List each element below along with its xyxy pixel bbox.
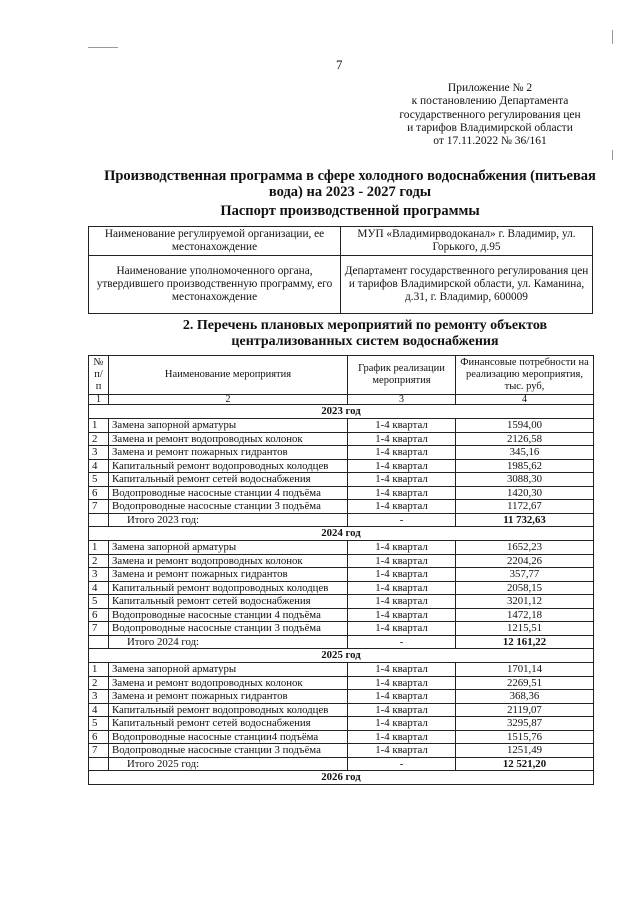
- col-number: 2: [109, 395, 348, 405]
- total-row: [89, 757, 594, 771]
- document-title: [90, 168, 610, 200]
- item-name: Замена и ремонт водопроводных колонок: [109, 676, 348, 690]
- item-value: 345,16: [456, 446, 594, 460]
- item-schedule: 1-4 квартал: [348, 608, 456, 622]
- appendix-line: государственного регулирования цен: [399, 108, 581, 121]
- passport-table: [88, 226, 593, 314]
- header-finance: Финансовые потребности на реализацию мероприятия, тыс. руб,: [456, 356, 594, 395]
- appendix-line: Приложение № 2: [447, 82, 533, 94]
- table-row: [89, 419, 594, 433]
- table-row: [89, 608, 594, 622]
- section-title-line: централизованных систем водоснабжения: [231, 334, 499, 349]
- item-number: 2: [89, 432, 109, 446]
- item-value: 1420,30: [456, 486, 594, 500]
- total-schedule: -: [348, 513, 456, 527]
- item-number: 5: [89, 717, 109, 731]
- item-number: 6: [89, 730, 109, 744]
- item-name: Капитальный ремонт водопроводных колодцев: [109, 581, 348, 595]
- item-name: Капитальный ремонт сетей водоснабжения: [109, 595, 348, 609]
- item-name: Замена запорной арматуры: [109, 419, 348, 433]
- year-label: 2024 год: [89, 527, 594, 541]
- total-label: Итого 2023 год:: [109, 513, 348, 527]
- item-value: 368,36: [456, 690, 594, 704]
- item-value: 3201,12: [456, 595, 594, 609]
- table-row: [89, 432, 594, 446]
- item-name: Замена и ремонт водопроводных колонок: [109, 432, 348, 446]
- table-row: [89, 541, 594, 555]
- item-number: 4: [89, 459, 109, 473]
- item-name: Замена и ремонт водопроводных колонок: [109, 554, 348, 568]
- item-schedule: 1-4 квартал: [348, 473, 456, 487]
- item-schedule: 1-4 квартал: [348, 676, 456, 690]
- passport-row: [89, 227, 593, 256]
- page-number: 7: [336, 57, 343, 72]
- total-row: [89, 635, 594, 649]
- item-schedule: 1-4 квартал: [348, 622, 456, 636]
- item-value: 2269,51: [456, 676, 594, 690]
- item-value: 2058,15: [456, 581, 594, 595]
- year-row: [89, 649, 594, 663]
- item-number: 4: [89, 581, 109, 595]
- table-row: [89, 690, 594, 704]
- item-name: Капитальный ремонт сетей водоснабжения: [109, 717, 348, 731]
- item-name: Замена и ремонт пожарных гидрантов: [109, 446, 348, 460]
- item-name: Капитальный ремонт сетей водоснабжения: [109, 473, 348, 487]
- table-row: [89, 744, 594, 758]
- item-number: 4: [89, 703, 109, 717]
- table-row: [89, 622, 594, 636]
- passport-value: МУП «Владимирводоканал» г. Владимир, ул. Горького, д.95: [341, 227, 593, 256]
- passport-label: Наименование уполномоченного органа, утвердившего производственную программу, его местонахождение: [89, 256, 341, 314]
- item-value: 1701,14: [456, 663, 594, 677]
- table-row: [89, 500, 594, 514]
- section-title-line: 2. Перечень плановых мероприятий по ремонту объектов: [182, 318, 548, 333]
- item-number: 1: [89, 541, 109, 555]
- total-schedule: -: [348, 635, 456, 649]
- table-row: [89, 730, 594, 744]
- header-number: № п/п: [89, 356, 109, 395]
- item-schedule: 1-4 квартал: [348, 730, 456, 744]
- total-number-cell: [89, 513, 109, 527]
- table-row: [89, 581, 594, 595]
- item-number: 7: [89, 744, 109, 758]
- item-number: 5: [89, 473, 109, 487]
- item-name: Замена запорной арматуры: [109, 663, 348, 677]
- item-value: 357,77: [456, 568, 594, 582]
- item-number: 7: [89, 500, 109, 514]
- table-row: [89, 568, 594, 582]
- item-number: 3: [89, 690, 109, 704]
- passport-title: Паспорт производственной программы: [220, 203, 480, 219]
- item-schedule: 1-4 квартал: [348, 595, 456, 609]
- item-name: Замена и ремонт пожарных гидрантов: [109, 568, 348, 582]
- passport-row: [89, 256, 593, 314]
- item-name: Замена запорной арматуры: [109, 541, 348, 555]
- col-number: 4: [456, 395, 594, 405]
- year-row: [89, 771, 594, 785]
- table-row: [89, 595, 594, 609]
- item-schedule: 1-4 квартал: [348, 568, 456, 582]
- item-schedule: 1-4 квартал: [348, 500, 456, 514]
- appendix-line: к постановлению Департамента: [411, 95, 569, 108]
- item-value: 2126,58: [456, 432, 594, 446]
- item-value: 2119,07: [456, 703, 594, 717]
- item-schedule: 1-4 квартал: [348, 446, 456, 460]
- item-schedule: 1-4 квартал: [348, 554, 456, 568]
- plan-table: [88, 355, 594, 785]
- item-number: 6: [89, 486, 109, 500]
- total-value: 11 732,63: [456, 513, 594, 527]
- section-title: [130, 318, 600, 350]
- item-number: 1: [89, 419, 109, 433]
- item-schedule: 1-4 квартал: [348, 703, 456, 717]
- item-value: 3295,87: [456, 717, 594, 731]
- item-schedule: 1-4 квартал: [348, 717, 456, 731]
- item-value: 1172,67: [456, 500, 594, 514]
- table-row: [89, 663, 594, 677]
- item-name: Водопроводные насосные станции 3 подъёма: [109, 500, 348, 514]
- plan-table-body: [89, 405, 594, 785]
- year-label: 2026 год: [89, 771, 594, 785]
- table-row: [89, 554, 594, 568]
- item-value: 1215,51: [456, 622, 594, 636]
- item-name: Водопроводные насосные станции 3 подъёма: [109, 622, 348, 636]
- table-row: [89, 717, 594, 731]
- item-schedule: 1-4 квартал: [348, 541, 456, 555]
- appendix-line: от 17.11.2022 № 36/161: [433, 135, 547, 148]
- item-number: 2: [89, 676, 109, 690]
- item-number: 6: [89, 608, 109, 622]
- item-schedule: 1-4 квартал: [348, 486, 456, 500]
- item-schedule: 1-4 квартал: [348, 663, 456, 677]
- total-number-cell: [89, 757, 109, 771]
- year-label: 2023 год: [89, 405, 594, 419]
- year-row: [89, 405, 594, 419]
- item-value: 1652,23: [456, 541, 594, 555]
- item-name: Водопроводные насосные станции 3 подъёма: [109, 744, 348, 758]
- title-line: вода) на 2023 - 2027 годы: [268, 184, 432, 200]
- header-name: Наименование мероприятия: [109, 356, 348, 395]
- item-name: Водопроводные насосные станции 4 подъёма: [109, 486, 348, 500]
- item-name: Водопроводные насосные станции4 подъёма: [109, 730, 348, 744]
- title-line: Производственная программа в сфере холодного водоснабжения (питьевая: [104, 168, 596, 184]
- column-number-row: [89, 395, 594, 405]
- table-header-row: [89, 356, 594, 395]
- item-value: 1985,62: [456, 459, 594, 473]
- item-value: 2204,26: [456, 554, 594, 568]
- item-schedule: 1-4 квартал: [348, 690, 456, 704]
- header-schedule: График реализации мероприятия: [348, 356, 456, 395]
- total-row: [89, 513, 594, 527]
- item-schedule: 1-4 квартал: [348, 744, 456, 758]
- year-label: 2025 год: [89, 649, 594, 663]
- item-value: 1472,18: [456, 608, 594, 622]
- item-name: Капитальный ремонт водопроводных колодцев: [109, 459, 348, 473]
- item-name: Замена и ремонт пожарных гидрантов: [109, 690, 348, 704]
- item-number: 3: [89, 446, 109, 460]
- total-label: Итого 2025 год:: [109, 757, 348, 771]
- table-row: [89, 459, 594, 473]
- item-schedule: 1-4 квартал: [348, 459, 456, 473]
- appendix-line: и тарифов Владимирской области: [407, 121, 573, 134]
- item-schedule: 1-4 квартал: [348, 419, 456, 433]
- table-row: [89, 446, 594, 460]
- total-value: 12 521,20: [456, 757, 594, 771]
- item-value: 1594,00: [456, 419, 594, 433]
- item-number: 3: [89, 568, 109, 582]
- table-row: [89, 473, 594, 487]
- item-value: 1515,76: [456, 730, 594, 744]
- item-number: 7: [89, 622, 109, 636]
- passport-value: Департамент государственного регулирования цен и тарифов Владимирской области, ул. Каманина, д.31, г. Владимир, 600009: [341, 256, 593, 314]
- item-schedule: 1-4 квартал: [348, 581, 456, 595]
- col-number: 3: [348, 395, 456, 405]
- item-schedule: 1-4 квартал: [348, 432, 456, 446]
- total-label: Итого 2024 год:: [109, 635, 348, 649]
- item-value: 1251,49: [456, 744, 594, 758]
- total-schedule: -: [348, 757, 456, 771]
- item-name: Водопроводные насосные станции 4 подъёма: [109, 608, 348, 622]
- item-number: 5: [89, 595, 109, 609]
- total-number-cell: [89, 635, 109, 649]
- col-number: 1: [89, 395, 109, 405]
- table-row: [89, 676, 594, 690]
- table-row: [89, 486, 594, 500]
- total-value: 12 161,22: [456, 635, 594, 649]
- passport-label: Наименование регулируемой организации, ее местонахождение: [89, 227, 341, 256]
- year-row: [89, 527, 594, 541]
- item-name: Капитальный ремонт водопроводных колодцев: [109, 703, 348, 717]
- item-number: 1: [89, 663, 109, 677]
- appendix-header: [380, 82, 600, 148]
- table-row: [89, 703, 594, 717]
- item-value: 3088,30: [456, 473, 594, 487]
- item-number: 2: [89, 554, 109, 568]
